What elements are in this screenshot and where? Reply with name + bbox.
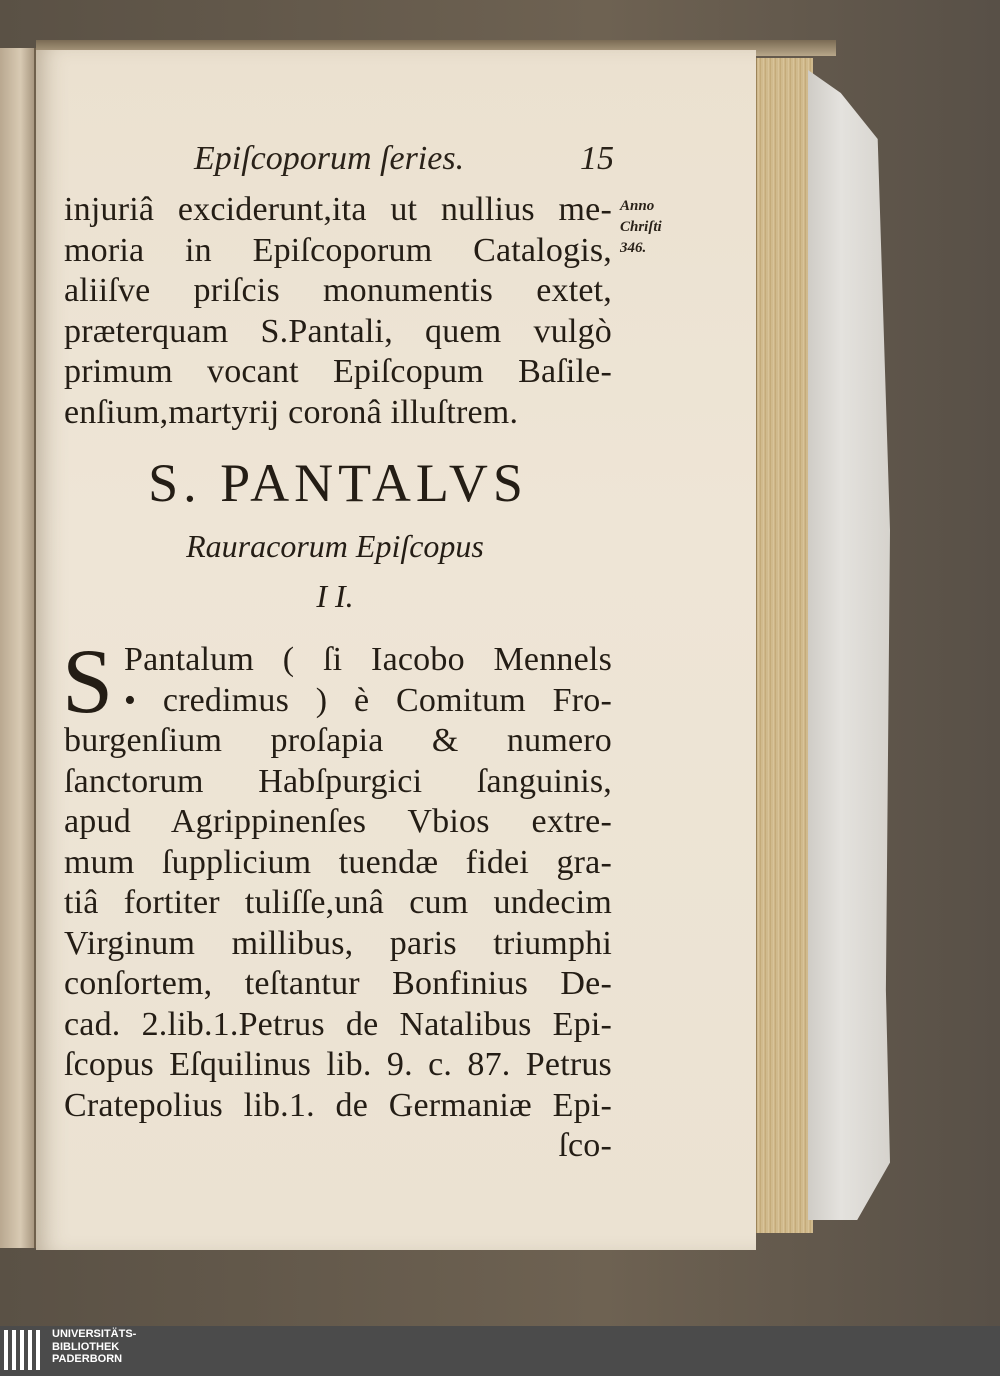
text-line: Cratepolius lib.1. de Germaniæ Epi- [64, 1086, 612, 1124]
section-heading: S. PANTALVS [148, 453, 528, 513]
logo-line: UNIVERSITÄTS- [52, 1328, 137, 1340]
text-line: Virginum millibus, paris triumphi [64, 924, 612, 962]
text-line: primum vocant Epiſcopum Baſile- [64, 353, 612, 390]
text-line: burgenſium proſapia & numero [64, 722, 612, 759]
drop-capital: S [62, 630, 114, 732]
text-line: ſanctorum Habſpurgici ſanguinis, [64, 762, 612, 800]
text-line: conſortem, teſtantur Bonfinius De- [64, 965, 612, 1002]
text-line: tiâ fortiter tuliſſe,unâ cum undecim [64, 884, 612, 921]
catchword: ſco- [558, 1127, 612, 1164]
library-logo-icon [4, 1330, 44, 1370]
text-line: mum ſupplicium tuendæ fidei gra- [64, 843, 612, 881]
text-line: injuriâ exciderunt,ita ut nullius me- [64, 191, 612, 228]
logo-line: PADERBORN [52, 1353, 123, 1365]
flyleaf [808, 70, 890, 1220]
text-line: moria in Epiſcoporum Catalogis, [64, 231, 612, 269]
running-head [194, 140, 614, 184]
text-line: aliiſve priſcis monumentis extet, [64, 272, 612, 309]
text-line: ſcopus Eſquilinus lib. 9. c. 87. Petrus [64, 1046, 612, 1083]
running-head-title: Epiſcoporum ſeries. [194, 140, 465, 177]
left-page-edge [0, 48, 36, 1248]
page-number: 15 [580, 140, 614, 177]
logo-line: BIBLIOTHEK [52, 1340, 120, 1353]
text-line: præterquam S.Pantali, quem vulgò [64, 312, 612, 350]
margin-note [620, 196, 690, 259]
text-line: Pantalum ( ſi Iacobo Mennels [124, 641, 612, 678]
paragraph-intro [64, 190, 612, 433]
paragraph-main [62, 630, 612, 1167]
text-line: enſium,martyrij coronâ illuſtrem. [64, 393, 519, 431]
text-line: apud Agrippinenſes Vbios extre- [64, 803, 612, 840]
section-numeral: I I. [316, 578, 354, 614]
section-subheading: Rauracorum Epiſcopus [186, 528, 484, 564]
margin-note-line: 346. [620, 240, 647, 256]
margin-note-line: Chriſti [620, 219, 662, 235]
library-logo-text [52, 1328, 252, 1366]
text-line: cad. 2.lib.1.Petrus de Natalibus Epi- [64, 1005, 612, 1043]
margin-note-line: Anno [620, 198, 655, 214]
text-line: • credimus ) è Comitum Fro- [124, 681, 612, 719]
page-block-edge [756, 58, 813, 1233]
